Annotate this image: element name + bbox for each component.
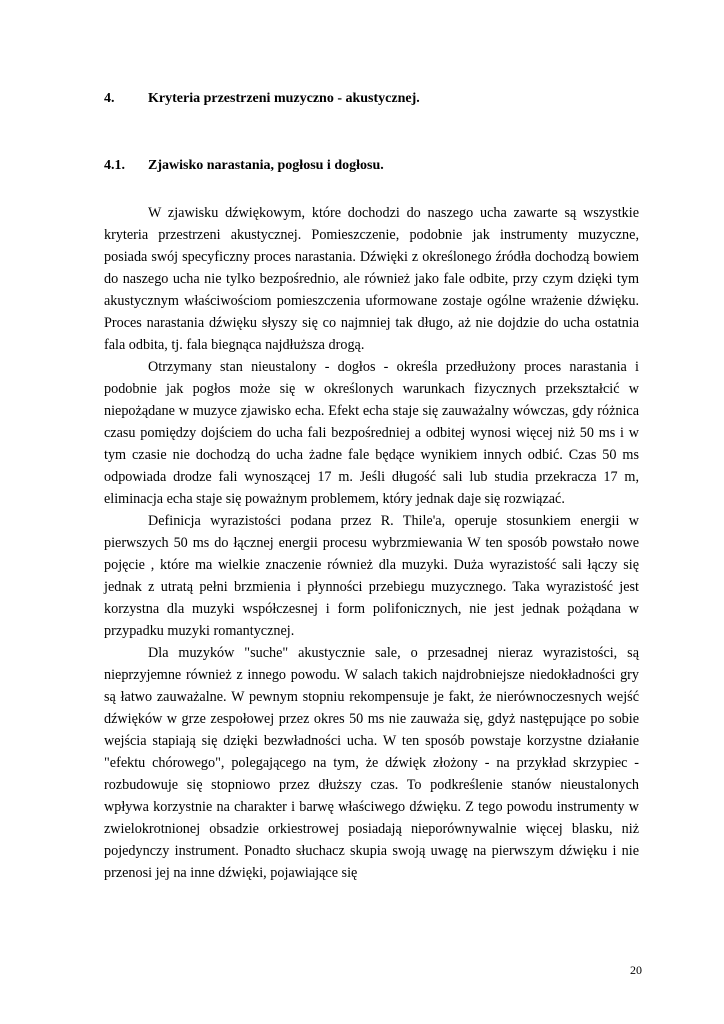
section-title: Kryteria przestrzeni muzyczno - akustycznej. (148, 91, 420, 106)
subsection-title: Zjawisko narastania, pogłosu i dogłosu. (148, 158, 384, 173)
subsection-number: 4.1. (104, 158, 125, 173)
section-heading (104, 90, 420, 108)
paragraph: W zjawisku dźwiękowym, które dochodzi do naszego ucha zawarte są wszystkie kryteria przestrzeni akustycznej. Pomieszczenie, podobnie jak instrumenty muzyczne, posiada swój specyficzny proces narastania. Dźwięki z określonego źródła dochodzą bowiem do naszego ucha nie tylko bezpośrednio, ale również jako fale odbite, przy czym dzięki tym akustycznym właściwościom pomieszczenia uformowane zostaje ogólne wrażenie dźwięku. Proces narastania dźwięku słyszy się co najmniej tak długo, aż nie dojdzie do ucha ostatnia fala odbita, tj. fala biegnąca najdłuższa drogą. (104, 205, 639, 353)
section-number: 4. (104, 91, 115, 106)
paragraph: Definicja wyrazistości podana przez R. Thile'a, operuje stosunkiem energii w pierwszych 50 ms do łącznej energii procesu wybrzmiewania W ten sposób powstało nowe pojęcie , które ma wielkie znaczenie również dla muzyki. Duża wyrazistość sali łączy się jednak z utratą pełni brzmienia i płynności przebiegu muzycznego. Taka wyrazistość jest korzystna dla muzyki współczesnej i form polifonicznych, nie jest jednak pożądana w przypadku muzyki romantycznej. (104, 513, 639, 639)
body-text (104, 202, 639, 884)
subsection-heading (104, 157, 384, 175)
paragraph: Dla muzyków "suche" akustycznie sale, o przesadnej nieraz wyrazistości, są nieprzyjemne również z innego powodu. W salach takich najdrobniejsze niedokładności gry są łatwo zauważalne. W pewnym stopniu rekompensuje je fakt, że nierównoczesnych wejść dźwięków w grze zespołowej przez okres 50 ms nie zauważa się, gdyż następujące po sobie wejścia stapiają się dzięki bezwładności ucha. W ten sposób powstaje korzystne działanie "efektu chórowego", polegającego na tym, że dźwięk złożony - na przykład skrzypiec - rozbudowuje się stopniowo przez dłuższy czas. To podkreślenie stanów nieustalonych wpływa korzystnie na charakter i barwę właściwego dźwięku. Z tego powodu instrumenty w zwielokrotnionej obsadzie orkiestrowej posiadają nieporównywalnie więcej blasku, niż pojedynczy instrument. Ponadto słuchacz skupia swoją uwagę na pierwszym dźwięku i nie przenosi jej na inne dźwięki, pojawiające się (104, 645, 639, 881)
paragraph: Otrzymany stan nieustalony - dogłos - określa przedłużony proces narastania i podobnie jak pogłos może się w określonych warunkach fizycznych przekształcić w niepożądane w muzyce zjawisko echa. Efekt echa staje się zauważalny wówczas, gdy różnica czasu pomiędzy dojściem do ucha fali bezpośredniej a odbitej wynosi więcej niż 50 ms i w tym czasie nie dochodzą do ucha żadne fale będące wynikiem innych odbić. Czas 50 ms odpowiada drodze fali wynoszącej 17 m. Jeśli długość sali lub studia przekracza 17 m, eliminacja echa staje się poważnym problemem, który jednak daje się rozwiązać. (104, 359, 639, 507)
page-number: 20 (630, 963, 642, 977)
